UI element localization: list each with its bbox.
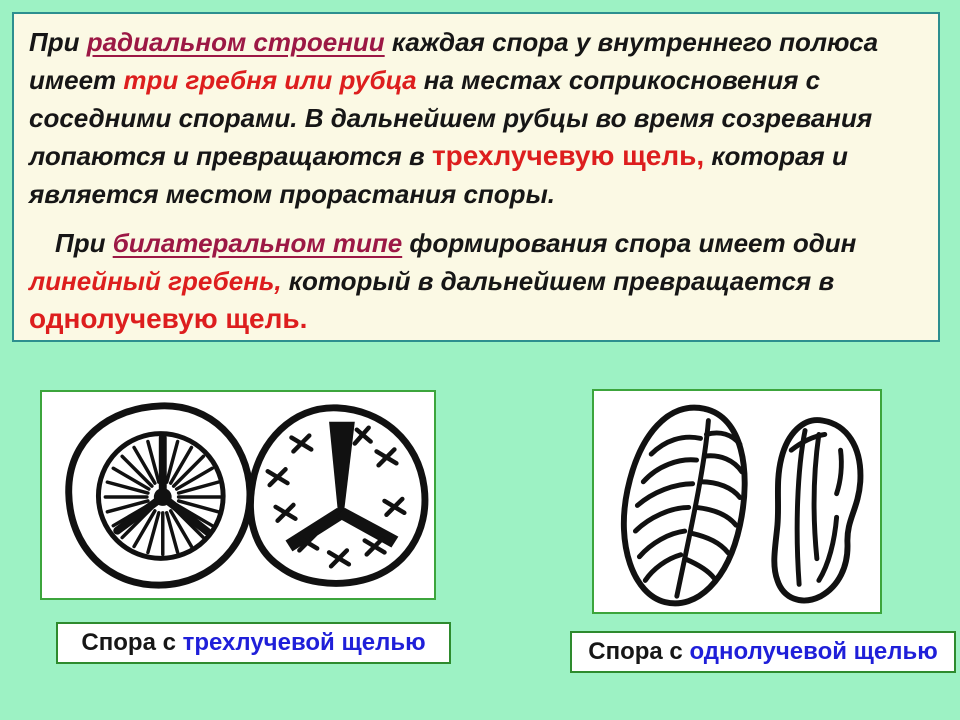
term-radial-structure: радиальном строении (86, 27, 385, 57)
figure-monolete-spores (592, 389, 882, 614)
term-bilateral-type: билатеральном типе (112, 228, 403, 258)
text-block (12, 12, 940, 342)
text-run: который в дальнейшем превращается в (281, 266, 835, 296)
text-run: на местах соприкосновения с соседними спорами. В дальнейшем рубцы во время созревания лопаются и превращаются в (29, 65, 873, 171)
caption-text: Спора с (588, 638, 690, 665)
trilete-mark-spore-drawing (250, 408, 424, 584)
text-run: которая и является местом прорастания споры. (29, 141, 848, 209)
term-three-ridges: три гребня или рубца (123, 65, 417, 95)
text-run: При (29, 27, 87, 57)
ribbed-ellipse-spore-drawing (624, 408, 745, 604)
bean-spore-drawing (774, 420, 860, 600)
caption-text: Спора с (81, 629, 183, 656)
paragraph-bilateral-type (29, 224, 923, 338)
caption-term-monolete: однолучевой щелью (689, 638, 938, 665)
text-run: каждая спора у внутреннего полюса имеет (29, 27, 879, 95)
caption-monolete-spore (570, 631, 956, 673)
term-trilete-slit: трехлучевую щель, (431, 140, 705, 171)
radial-wheel-spore-drawing (69, 406, 250, 585)
trilete-spores-drawing (42, 392, 434, 598)
text-run: формирования спора имеет один (402, 228, 857, 258)
monolete-spores-drawing (594, 391, 880, 612)
caption-term-trilete: трехлучевой щелью (182, 629, 426, 656)
paragraph-radial-structure (29, 23, 923, 213)
caption-trilete-spore (56, 622, 451, 664)
term-monolete-slit: однолучевую щель. (29, 303, 308, 334)
figure-trilete-spores (40, 390, 436, 600)
text-run: При (55, 228, 113, 258)
term-linear-ridge: линейный гребень, (29, 266, 282, 296)
